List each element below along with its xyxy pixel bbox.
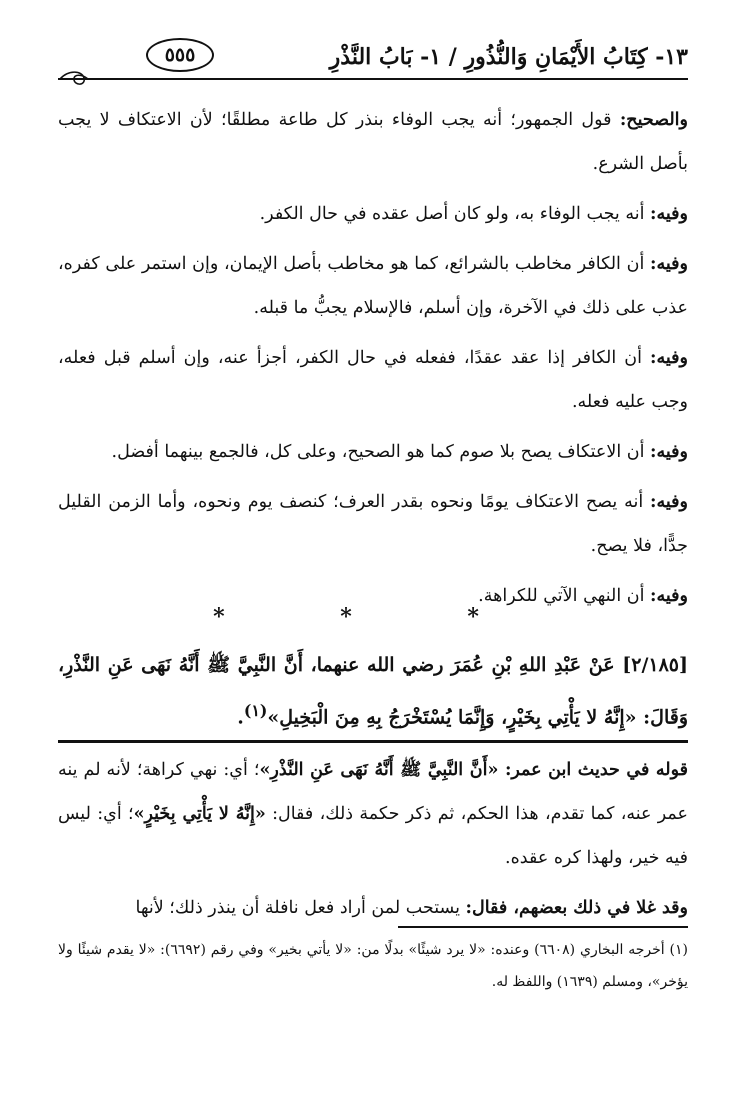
- footnote-ref: (١): [243, 701, 268, 720]
- hadith-number: [٢/١٨٥]: [622, 654, 688, 676]
- paragraph-text: أن الكافر إذا عقد عقدًا، ففعله في حال الكفر، أجزأ عنه، وإن أسلم قبل فعله، وجب عليه فعله.: [58, 348, 688, 412]
- body-text: [58, 98, 688, 624]
- commentary-text: ؛ أي: نهي كراهة؛ لأنه لم ينه عمر عنه، كما تقدم، هذا الحكم، ثم ذكر حكمة ذلك، فقال:: [58, 760, 688, 824]
- section-separator: * * *: [213, 604, 533, 630]
- hadith-body: عَنْ عَبْدِ اللهِ بْنِ عُمَرَ رضي الله عنهما، أَنَّ النَّبِيَّ ﷺ أَنَّهُ نَهَى عَنِ النَّذْرِ، وَقَالَ: «إِنَّهُ لا يَأْتِي بِخَيْرٍ، وَإِنَّمَا يُسْتَخْرَجُ بِهِ مِنَ الْبَخِيلِ»: [58, 654, 688, 729]
- paragraph-text: أن الكافر مخاطب بالشرائع، كما هو مخاطب بأصل الإيمان، وإن استمر على كفره، عذب على ذلك في الآخرة، وإن أسلم، فالإسلام يجبُّ ما قبله.: [58, 254, 688, 318]
- paragraph-text: أن الاعتكاف يصح بلا صوم كما هو الصحيح، وعلى كل، فالجمع بينهما أفضل.: [111, 442, 651, 462]
- commentary-lead: قوله في حديث ابن عمر:: [498, 760, 689, 780]
- running-title: ١٣- كِتَابُ الأَيْمَانِ وَالنُّذُورِ / ١- بَابُ النَّذْرِ: [329, 44, 688, 70]
- paragraph-text: قول الجمهور؛ أنه يجب الوفاء بنذر كل طاعة مطلقًا؛ لأن الاعتكاف لا يجب بأصل الشرع.: [58, 110, 688, 174]
- commentary-paragraph: [58, 886, 688, 930]
- paragraph-lead: والصحيح:: [619, 110, 688, 130]
- hadith-text: [٢/١٨٥] عَنْ عَبْدِ اللهِ بْنِ عُمَرَ رضي الله عنهما، أَنَّ النَّبِيَّ ﷺ أَنَّهُ نَهَى عَنِ النَّذْرِ، وَقَالَ: «إِنَّهُ لا يَأْتِي بِخَيْرٍ، وَإِنَّمَا يُسْتَخْرَجُ بِهِ مِنَ الْبَخِيلِ»$^{(١)}$.: [58, 654, 688, 729]
- commentary-text: يستحب لمن أراد فعل نافلة أن ينذر ذلك؛ لأنها: [135, 898, 466, 918]
- paragraph: [58, 430, 688, 474]
- page-header: [58, 34, 688, 88]
- commentary-paragraph: [58, 748, 688, 880]
- paragraph-text: أن النهي الآتي للكراهة.: [478, 586, 651, 606]
- footnotes: [58, 934, 688, 998]
- paragraph: [58, 480, 688, 568]
- paragraph: [58, 242, 688, 330]
- commentary-quote: «أَنَّ النَّبِيَّ ﷺ أَنَّهُ نَهَى عَنِ النَّذْرِ»: [259, 760, 499, 780]
- footnote-divider: [398, 926, 688, 928]
- paragraph-text: أنه يجب الوفاء به، ولو كان أصل عقده في حال الكفر.: [259, 204, 651, 224]
- paragraph: [58, 192, 688, 236]
- paragraph: [58, 98, 688, 186]
- commentary-quote: «إِنَّهُ لا يَأْتِي بِخَيْرٍ»: [133, 804, 266, 824]
- commentary: [58, 748, 688, 936]
- commentary-lead: وقد غلا في ذلك بعضهم، فقال:: [465, 898, 688, 918]
- paragraph-lead: وفيه:: [650, 254, 688, 274]
- paragraph: [58, 336, 688, 424]
- paragraph-lead: وفيه:: [650, 586, 688, 606]
- paragraph-lead: وفيه:: [650, 492, 688, 512]
- paragraph-text: أنه يصح الاعتكاف يومًا ونحوه بقدر العرف؛ كنصف يوم ونحوه، وأما الزمن القليل جدًّا، فلا يصح.: [58, 492, 688, 556]
- footnote: (١) أخرجه البخاري (٦٦٠٨) وعنده: «لا يرد شيئًا» بدلًا من: «لا يأتي بخير» وفي رقم (٦٦٩٢): «لا يقدم شيئًا ولا يؤخر»، ومسلم (١٦٣٩) واللفظ له.: [58, 942, 689, 990]
- paragraph-lead: وفيه:: [650, 442, 688, 462]
- header-ornament-rule: [58, 70, 688, 88]
- commentary-text: ؛ أي: ليس فيه خير، ولهذا كره عقده.: [58, 804, 688, 868]
- paragraph-lead: وفيه:: [650, 204, 688, 224]
- page-number: ٥٥٥: [146, 38, 214, 72]
- paragraph-lead: وفيه:: [650, 348, 688, 368]
- hadith-divider: [58, 740, 688, 743]
